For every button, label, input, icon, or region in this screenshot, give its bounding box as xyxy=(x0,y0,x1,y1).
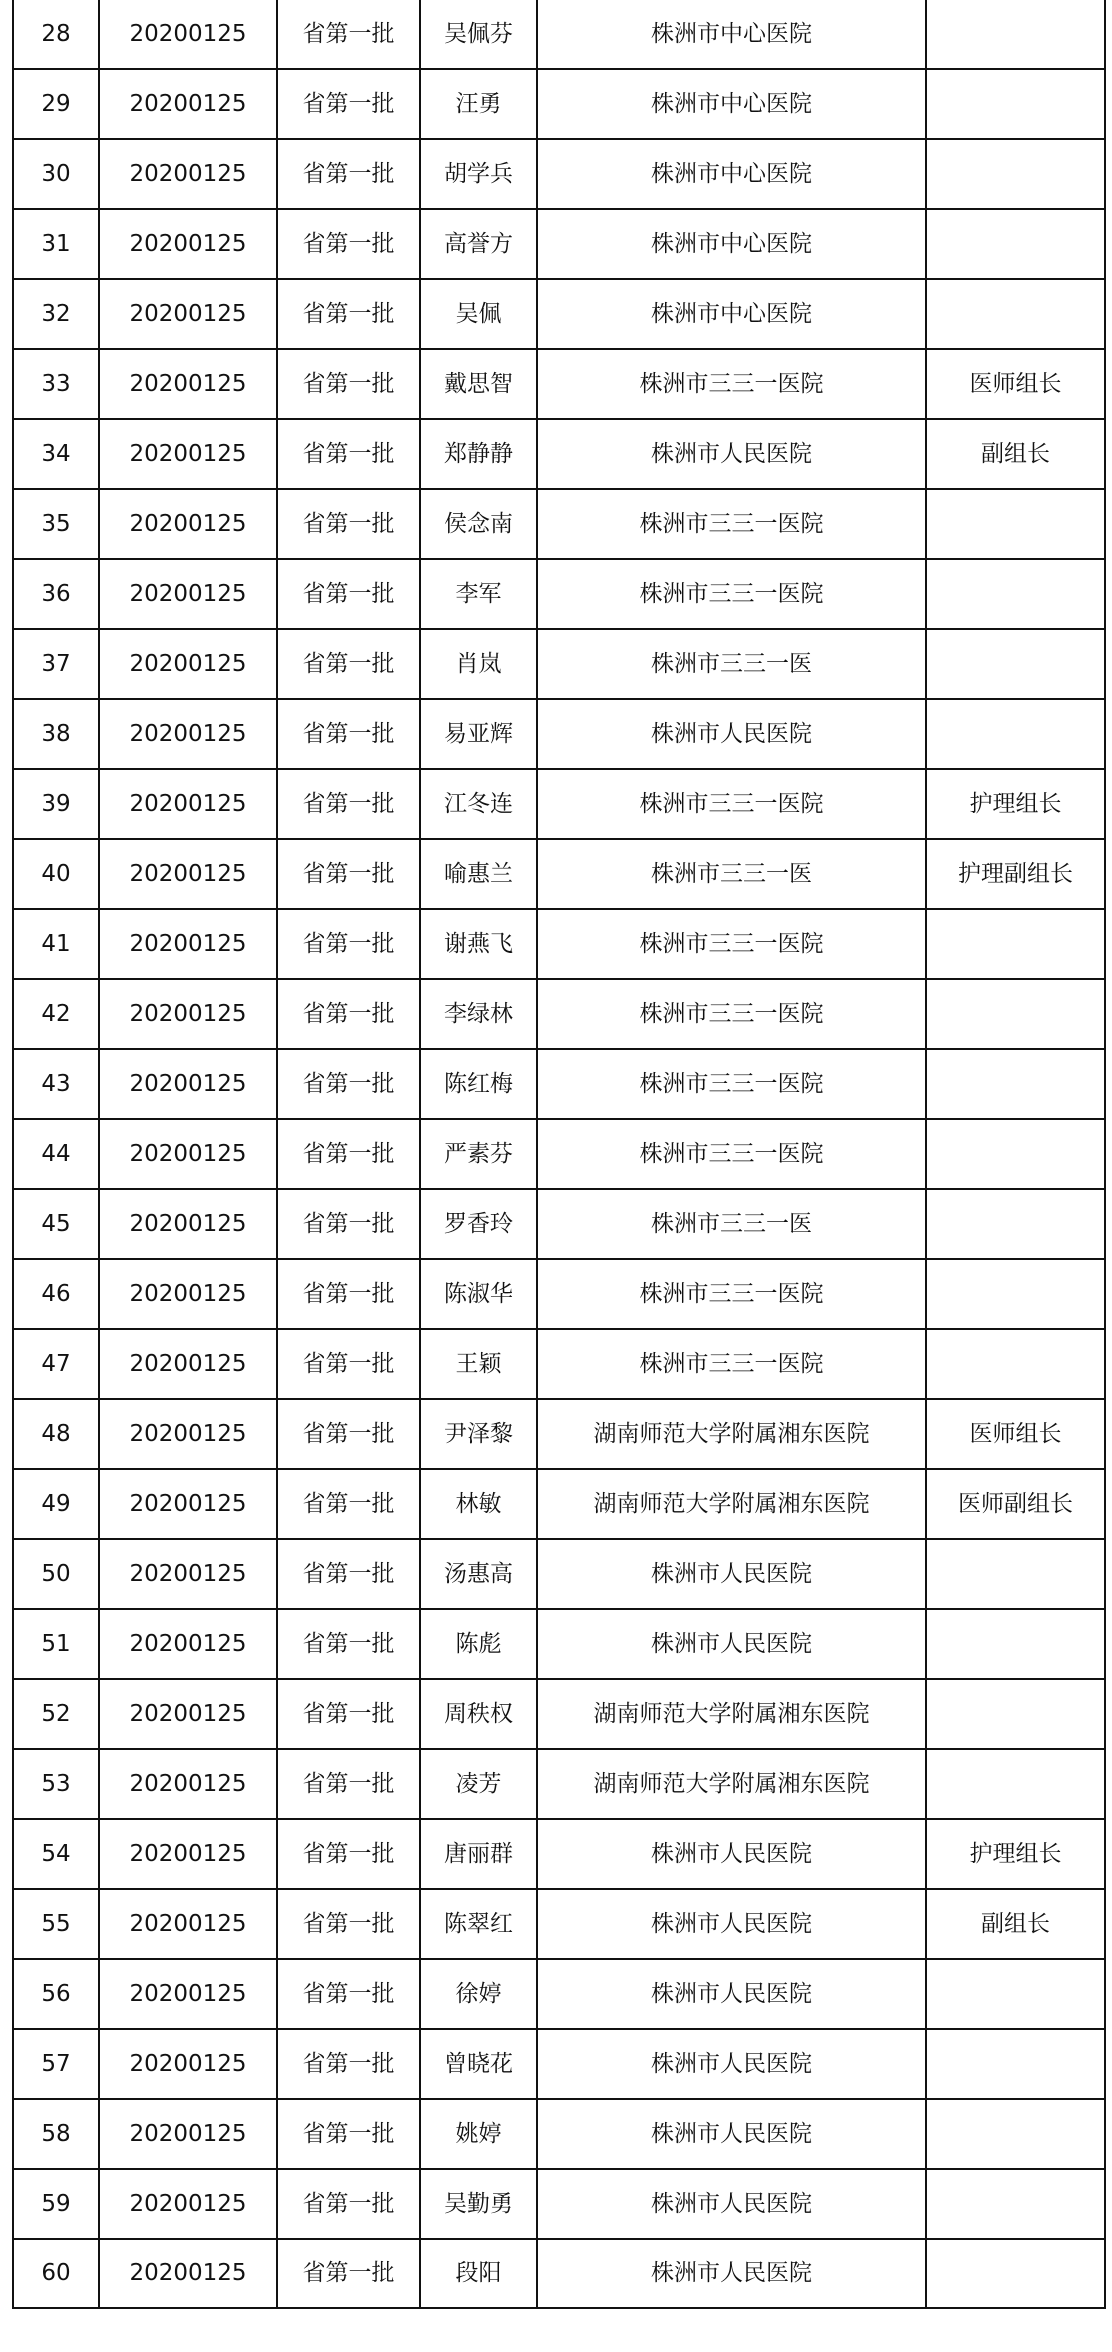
name-cell: 吴勤勇 xyxy=(420,2169,537,2239)
batch-cell: 省第一批 xyxy=(277,839,420,909)
table-row xyxy=(13,2099,1105,2169)
hospital-cell: 株洲市人民医院 xyxy=(537,1959,926,2029)
row-number-cell: 36 xyxy=(13,559,99,629)
name-cell: 喻惠兰 xyxy=(420,839,537,909)
role-cell: 副组长 xyxy=(926,419,1105,489)
date-cell: 20200125 xyxy=(99,1889,277,1959)
batch-cell: 省第一批 xyxy=(277,1049,420,1119)
batch-cell: 省第一批 xyxy=(277,1959,420,2029)
name-cell: 陈彪 xyxy=(420,1609,537,1679)
hospital-cell: 株洲市人民医院 xyxy=(537,2029,926,2099)
name-cell: 尹泽黎 xyxy=(420,1399,537,1469)
table-row xyxy=(13,1889,1105,1959)
batch-cell: 省第一批 xyxy=(277,1609,420,1679)
date-cell: 20200125 xyxy=(99,1399,277,1469)
table-row xyxy=(13,1049,1105,1119)
table-row xyxy=(13,0,1105,69)
hospital-cell: 株洲市三三一医院 xyxy=(537,349,926,419)
hospital-cell: 株洲市人民医院 xyxy=(537,1889,926,1959)
role-cell xyxy=(926,1679,1105,1749)
hospital-cell: 株洲市人民医院 xyxy=(537,419,926,489)
date-cell: 20200125 xyxy=(99,209,277,279)
row-number-cell: 57 xyxy=(13,2029,99,2099)
name-cell: 曾晓花 xyxy=(420,2029,537,2099)
row-number-cell: 29 xyxy=(13,69,99,139)
name-cell: 凌芳 xyxy=(420,1749,537,1819)
name-cell: 易亚辉 xyxy=(420,699,537,769)
hospital-cell: 湖南师范大学附属湘东医院 xyxy=(537,1749,926,1819)
table-row xyxy=(13,69,1105,139)
name-cell: 江冬连 xyxy=(420,769,537,839)
date-cell: 20200125 xyxy=(99,279,277,349)
batch-cell: 省第一批 xyxy=(277,769,420,839)
hospital-cell: 株洲市中心医院 xyxy=(537,139,926,209)
hospital-cell: 株洲市人民医院 xyxy=(537,2239,926,2308)
row-number-cell: 52 xyxy=(13,1679,99,1749)
date-cell: 20200125 xyxy=(99,1679,277,1749)
date-cell: 20200125 xyxy=(99,629,277,699)
role-cell: 副组长 xyxy=(926,1889,1105,1959)
hospital-cell: 株洲市人民医院 xyxy=(537,1819,926,1889)
row-number-cell: 28 xyxy=(13,0,99,69)
table-row xyxy=(13,139,1105,209)
batch-cell: 省第一批 xyxy=(277,1329,420,1399)
batch-cell: 省第一批 xyxy=(277,69,420,139)
role-cell xyxy=(926,1049,1105,1119)
table-row xyxy=(13,1469,1105,1539)
date-cell: 20200125 xyxy=(99,349,277,419)
batch-cell: 省第一批 xyxy=(277,909,420,979)
date-cell: 20200125 xyxy=(99,1119,277,1189)
role-cell xyxy=(926,489,1105,559)
table-row xyxy=(13,1399,1105,1469)
date-cell: 20200125 xyxy=(99,1819,277,1889)
row-number-cell: 40 xyxy=(13,839,99,909)
date-cell: 20200125 xyxy=(99,1049,277,1119)
date-cell: 20200125 xyxy=(99,1329,277,1399)
role-cell xyxy=(926,1609,1105,1679)
role-cell xyxy=(926,1329,1105,1399)
role-cell xyxy=(926,1749,1105,1819)
table-row xyxy=(13,839,1105,909)
table-row xyxy=(13,1189,1105,1259)
hospital-cell: 株洲市人民医院 xyxy=(537,2099,926,2169)
date-cell: 20200125 xyxy=(99,0,277,69)
name-cell: 李军 xyxy=(420,559,537,629)
role-cell xyxy=(926,139,1105,209)
batch-cell: 省第一批 xyxy=(277,559,420,629)
role-cell xyxy=(926,1539,1105,1609)
role-cell xyxy=(926,279,1105,349)
row-number-cell: 39 xyxy=(13,769,99,839)
batch-cell: 省第一批 xyxy=(277,979,420,1049)
hospital-cell: 株洲市三三一医院 xyxy=(537,1119,926,1189)
table-row xyxy=(13,1609,1105,1679)
batch-cell: 省第一批 xyxy=(277,139,420,209)
role-cell xyxy=(926,629,1105,699)
hospital-cell: 株洲市三三一医院 xyxy=(537,559,926,629)
date-cell: 20200125 xyxy=(99,839,277,909)
table-row xyxy=(13,979,1105,1049)
date-cell: 20200125 xyxy=(99,909,277,979)
name-cell: 徐婷 xyxy=(420,1959,537,2029)
name-cell: 高誉方 xyxy=(420,209,537,279)
hospital-cell: 株洲市中心医院 xyxy=(537,209,926,279)
hospital-cell: 株洲市三三一医院 xyxy=(537,1329,926,1399)
role-cell xyxy=(926,0,1105,69)
name-cell: 陈红梅 xyxy=(420,1049,537,1119)
hospital-cell: 株洲市三三一医院 xyxy=(537,489,926,559)
row-number-cell: 54 xyxy=(13,1819,99,1889)
roster-table-body xyxy=(13,0,1105,2308)
date-cell: 20200125 xyxy=(99,699,277,769)
table-row xyxy=(13,1539,1105,1609)
name-cell: 姚婷 xyxy=(420,2099,537,2169)
role-cell xyxy=(926,209,1105,279)
date-cell: 20200125 xyxy=(99,1469,277,1539)
batch-cell: 省第一批 xyxy=(277,1189,420,1259)
name-cell: 汪勇 xyxy=(420,69,537,139)
name-cell: 陈翠红 xyxy=(420,1889,537,1959)
role-cell xyxy=(926,1959,1105,2029)
hospital-cell: 湖南师范大学附属湘东医院 xyxy=(537,1469,926,1539)
role-cell xyxy=(926,2169,1105,2239)
role-cell xyxy=(926,559,1105,629)
table-row xyxy=(13,489,1105,559)
table-row xyxy=(13,2239,1105,2308)
role-cell xyxy=(926,69,1105,139)
date-cell: 20200125 xyxy=(99,1539,277,1609)
batch-cell: 省第一批 xyxy=(277,2099,420,2169)
role-cell: 医师组长 xyxy=(926,349,1105,419)
hospital-cell: 株洲市中心医院 xyxy=(537,279,926,349)
name-cell: 戴思智 xyxy=(420,349,537,419)
name-cell: 谢燕飞 xyxy=(420,909,537,979)
hospital-cell: 株洲市三三一医院 xyxy=(537,909,926,979)
batch-cell: 省第一批 xyxy=(277,209,420,279)
role-cell: 护理组长 xyxy=(926,769,1105,839)
row-number-cell: 30 xyxy=(13,139,99,209)
role-cell: 护理组长 xyxy=(926,1819,1105,1889)
batch-cell: 省第一批 xyxy=(277,0,420,69)
name-cell: 郑静静 xyxy=(420,419,537,489)
date-cell: 20200125 xyxy=(99,1609,277,1679)
row-number-cell: 53 xyxy=(13,1749,99,1819)
batch-cell: 省第一批 xyxy=(277,349,420,419)
date-cell: 20200125 xyxy=(99,769,277,839)
hospital-cell: 株洲市三三一医 xyxy=(537,629,926,699)
name-cell: 汤惠高 xyxy=(420,1539,537,1609)
role-cell: 医师组长 xyxy=(926,1399,1105,1469)
role-cell: 医师副组长 xyxy=(926,1469,1105,1539)
batch-cell: 省第一批 xyxy=(277,2029,420,2099)
hospital-cell: 株洲市三三一医院 xyxy=(537,1049,926,1119)
hospital-cell: 株洲市三三一医院 xyxy=(537,769,926,839)
batch-cell: 省第一批 xyxy=(277,629,420,699)
table-row xyxy=(13,419,1105,489)
date-cell: 20200125 xyxy=(99,1959,277,2029)
table-row xyxy=(13,769,1105,839)
table-row xyxy=(13,279,1105,349)
row-number-cell: 58 xyxy=(13,2099,99,2169)
hospital-cell: 株洲市中心医院 xyxy=(537,69,926,139)
batch-cell: 省第一批 xyxy=(277,1399,420,1469)
batch-cell: 省第一批 xyxy=(277,1749,420,1819)
batch-cell: 省第一批 xyxy=(277,1119,420,1189)
batch-cell: 省第一批 xyxy=(277,489,420,559)
row-number-cell: 34 xyxy=(13,419,99,489)
row-number-cell: 35 xyxy=(13,489,99,559)
row-number-cell: 51 xyxy=(13,1609,99,1679)
name-cell: 吴佩芬 xyxy=(420,0,537,69)
name-cell: 段阳 xyxy=(420,2239,537,2308)
batch-cell: 省第一批 xyxy=(277,1679,420,1749)
name-cell: 王颖 xyxy=(420,1329,537,1399)
hospital-cell: 株洲市人民医院 xyxy=(537,1539,926,1609)
table-row xyxy=(13,349,1105,419)
name-cell: 吴佩 xyxy=(420,279,537,349)
role-cell: 护理副组长 xyxy=(926,839,1105,909)
hospital-cell: 株洲市三三一医院 xyxy=(537,979,926,1049)
hospital-cell: 株洲市人民医院 xyxy=(537,1609,926,1679)
table-row xyxy=(13,2029,1105,2099)
hospital-cell: 湖南师范大学附属湘东医院 xyxy=(537,1399,926,1469)
date-cell: 20200125 xyxy=(99,489,277,559)
date-cell: 20200125 xyxy=(99,1749,277,1819)
batch-cell: 省第一批 xyxy=(277,699,420,769)
date-cell: 20200125 xyxy=(99,1259,277,1329)
hospital-cell: 株洲市三三一医 xyxy=(537,1189,926,1259)
name-cell: 肖岚 xyxy=(420,629,537,699)
role-cell xyxy=(926,699,1105,769)
table-row xyxy=(13,209,1105,279)
date-cell: 20200125 xyxy=(99,139,277,209)
row-number-cell: 47 xyxy=(13,1329,99,1399)
batch-cell: 省第一批 xyxy=(277,1259,420,1329)
row-number-cell: 44 xyxy=(13,1119,99,1189)
name-cell: 林敏 xyxy=(420,1469,537,1539)
role-cell xyxy=(926,2029,1105,2099)
date-cell: 20200125 xyxy=(99,69,277,139)
table-row xyxy=(13,699,1105,769)
name-cell: 严素芬 xyxy=(420,1119,537,1189)
row-number-cell: 46 xyxy=(13,1259,99,1329)
row-number-cell: 33 xyxy=(13,349,99,419)
batch-cell: 省第一批 xyxy=(277,279,420,349)
date-cell: 20200125 xyxy=(99,979,277,1049)
date-cell: 20200125 xyxy=(99,1189,277,1259)
roster-table xyxy=(12,0,1106,2309)
row-number-cell: 45 xyxy=(13,1189,99,1259)
batch-cell: 省第一批 xyxy=(277,2239,420,2308)
row-number-cell: 55 xyxy=(13,1889,99,1959)
hospital-cell: 株洲市人民医院 xyxy=(537,699,926,769)
batch-cell: 省第一批 xyxy=(277,1539,420,1609)
row-number-cell: 43 xyxy=(13,1049,99,1119)
batch-cell: 省第一批 xyxy=(277,1889,420,1959)
role-cell xyxy=(926,1259,1105,1329)
hospital-cell: 株洲市三三一医 xyxy=(537,839,926,909)
table-row xyxy=(13,1819,1105,1889)
row-number-cell: 60 xyxy=(13,2239,99,2308)
row-number-cell: 49 xyxy=(13,1469,99,1539)
table-row xyxy=(13,2169,1105,2239)
name-cell: 唐丽群 xyxy=(420,1819,537,1889)
batch-cell: 省第一批 xyxy=(277,1819,420,1889)
role-cell xyxy=(926,979,1105,1049)
row-number-cell: 48 xyxy=(13,1399,99,1469)
date-cell: 20200125 xyxy=(99,2029,277,2099)
role-cell xyxy=(926,2239,1105,2308)
row-number-cell: 37 xyxy=(13,629,99,699)
row-number-cell: 41 xyxy=(13,909,99,979)
row-number-cell: 31 xyxy=(13,209,99,279)
row-number-cell: 42 xyxy=(13,979,99,1049)
batch-cell: 省第一批 xyxy=(277,419,420,489)
table-row xyxy=(13,1749,1105,1819)
name-cell: 罗香玲 xyxy=(420,1189,537,1259)
table-row xyxy=(13,629,1105,699)
table-row xyxy=(13,1679,1105,1749)
role-cell xyxy=(926,2099,1105,2169)
role-cell xyxy=(926,909,1105,979)
table-row xyxy=(13,1959,1105,2029)
role-cell xyxy=(926,1119,1105,1189)
role-cell xyxy=(926,1189,1105,1259)
date-cell: 20200125 xyxy=(99,2169,277,2239)
name-cell: 侯念南 xyxy=(420,489,537,559)
date-cell: 20200125 xyxy=(99,2239,277,2308)
name-cell: 胡学兵 xyxy=(420,139,537,209)
name-cell: 周秩权 xyxy=(420,1679,537,1749)
hospital-cell: 株洲市中心医院 xyxy=(537,0,926,69)
table-row xyxy=(13,1259,1105,1329)
name-cell: 李绿林 xyxy=(420,979,537,1049)
batch-cell: 省第一批 xyxy=(277,2169,420,2239)
row-number-cell: 38 xyxy=(13,699,99,769)
date-cell: 20200125 xyxy=(99,419,277,489)
row-number-cell: 50 xyxy=(13,1539,99,1609)
row-number-cell: 59 xyxy=(13,2169,99,2239)
batch-cell: 省第一批 xyxy=(277,1469,420,1539)
table-row xyxy=(13,1119,1105,1189)
hospital-cell: 株洲市三三一医院 xyxy=(537,1259,926,1329)
row-number-cell: 56 xyxy=(13,1959,99,2029)
table-row xyxy=(13,559,1105,629)
hospital-cell: 株洲市人民医院 xyxy=(537,2169,926,2239)
date-cell: 20200125 xyxy=(99,559,277,629)
hospital-cell: 湖南师范大学附属湘东医院 xyxy=(537,1679,926,1749)
table-row xyxy=(13,1329,1105,1399)
date-cell: 20200125 xyxy=(99,2099,277,2169)
row-number-cell: 32 xyxy=(13,279,99,349)
table-row xyxy=(13,909,1105,979)
name-cell: 陈淑华 xyxy=(420,1259,537,1329)
